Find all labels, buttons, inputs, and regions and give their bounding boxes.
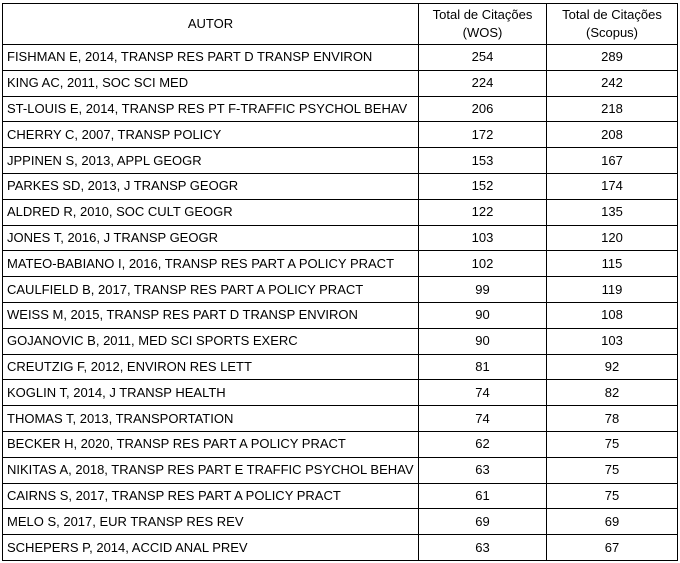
cell-wos-citations: 172: [419, 122, 547, 148]
header-scopus: [547, 4, 678, 45]
table-row: [3, 302, 678, 328]
cell-scopus-citations: 115: [547, 251, 678, 277]
cell-author: GOJANOVIC B, 2011, MED SCI SPORTS EXERC: [3, 328, 419, 354]
table-row: [3, 509, 678, 535]
cell-author: KING AC, 2011, SOC SCI MED: [3, 70, 419, 96]
cell-wos-citations: 62: [419, 431, 547, 457]
table-row: [3, 431, 678, 457]
cell-author: CAIRNS S, 2017, TRANSP RES PART A POLICY PRACT: [3, 483, 419, 509]
cell-author: BECKER H, 2020, TRANSP RES PART A POLICY PRACT: [3, 431, 419, 457]
cell-author: ALDRED R, 2010, SOC CULT GEOGR: [3, 199, 419, 225]
cell-scopus-citations: 67: [547, 535, 678, 561]
cell-scopus-citations: 242: [547, 70, 678, 96]
header-row: [3, 4, 678, 45]
cell-author: PARKES SD, 2013, J TRANSP GEOGR: [3, 173, 419, 199]
header-scopus-line1: Total de Citações: [562, 7, 662, 22]
table-row: [3, 199, 678, 225]
cell-author: CREUTZIG F, 2012, ENVIRON RES LETT: [3, 354, 419, 380]
cell-author: MATEO-BABIANO I, 2016, TRANSP RES PART A POLICY PRACT: [3, 251, 419, 277]
table-header: [3, 4, 678, 45]
cell-author: NIKITAS A, 2018, TRANSP RES PART E TRAFFIC PSYCHOL BEHAV: [3, 457, 419, 483]
cell-author: CHERRY C, 2007, TRANSP POLICY: [3, 122, 419, 148]
cell-scopus-citations: 75: [547, 431, 678, 457]
table-row: [3, 406, 678, 432]
cell-wos-citations: 61: [419, 483, 547, 509]
table-row: [3, 457, 678, 483]
table-row: [3, 122, 678, 148]
cell-author: JPPINEN S, 2013, APPL GEOGR: [3, 148, 419, 174]
cell-scopus-citations: 119: [547, 277, 678, 303]
table-row: [3, 96, 678, 122]
table-row: [3, 328, 678, 354]
cell-scopus-citations: 69: [547, 509, 678, 535]
cell-scopus-citations: 103: [547, 328, 678, 354]
cell-scopus-citations: 174: [547, 173, 678, 199]
header-wos-line2: (WOS): [462, 25, 503, 40]
cell-wos-citations: 69: [419, 509, 547, 535]
cell-scopus-citations: 208: [547, 122, 678, 148]
cell-scopus-citations: 108: [547, 302, 678, 328]
header-wos-line1: Total de Citações: [432, 7, 533, 22]
cell-author: FISHMAN E, 2014, TRANSP RES PART D TRANSP ENVIRON: [3, 45, 419, 71]
cell-wos-citations: 224: [419, 70, 547, 96]
cell-scopus-citations: 75: [547, 457, 678, 483]
cell-author: KOGLIN T, 2014, J TRANSP HEALTH: [3, 380, 419, 406]
cell-scopus-citations: 82: [547, 380, 678, 406]
cell-author: ST-LOUIS E, 2014, TRANSP RES PT F-TRAFFIC PSYCHOL BEHAV: [3, 96, 419, 122]
table-row: [3, 380, 678, 406]
cell-scopus-citations: 135: [547, 199, 678, 225]
cell-author: CAULFIELD B, 2017, TRANSP RES PART A POLICY PRACT: [3, 277, 419, 303]
cell-wos-citations: 63: [419, 457, 547, 483]
cell-wos-citations: 74: [419, 406, 547, 432]
cell-author: WEISS M, 2015, TRANSP RES PART D TRANSP ENVIRON: [3, 302, 419, 328]
table-row: [3, 277, 678, 303]
cell-scopus-citations: 167: [547, 148, 678, 174]
cell-author: MELO S, 2017, EUR TRANSP RES REV: [3, 509, 419, 535]
table-row: [3, 173, 678, 199]
cell-scopus-citations: 289: [547, 45, 678, 71]
table-row: [3, 251, 678, 277]
cell-wos-citations: 206: [419, 96, 547, 122]
table-row: [3, 535, 678, 561]
cell-scopus-citations: 75: [547, 483, 678, 509]
table-row: [3, 483, 678, 509]
cell-author: THOMAS T, 2013, TRANSPORTATION: [3, 406, 419, 432]
cell-wos-citations: 102: [419, 251, 547, 277]
cell-wos-citations: 90: [419, 302, 547, 328]
table-body: [3, 45, 678, 561]
cell-wos-citations: 122: [419, 199, 547, 225]
cell-wos-citations: 81: [419, 354, 547, 380]
table-row: [3, 225, 678, 251]
cell-wos-citations: 63: [419, 535, 547, 561]
citations-table: [2, 3, 678, 561]
table-row: [3, 45, 678, 71]
cell-wos-citations: 99: [419, 277, 547, 303]
cell-scopus-citations: 218: [547, 96, 678, 122]
cell-wos-citations: 74: [419, 380, 547, 406]
cell-wos-citations: 254: [419, 45, 547, 71]
header-scopus-line2: (Scopus): [585, 25, 639, 40]
header-wos: [419, 4, 547, 45]
cell-wos-citations: 152: [419, 173, 547, 199]
cell-wos-citations: 103: [419, 225, 547, 251]
cell-author: JONES T, 2016, J TRANSP GEOGR: [3, 225, 419, 251]
cell-scopus-citations: 120: [547, 225, 678, 251]
cell-scopus-citations: 78: [547, 406, 678, 432]
table-row: [3, 148, 678, 174]
table-row: [3, 354, 678, 380]
cell-wos-citations: 90: [419, 328, 547, 354]
cell-wos-citations: 153: [419, 148, 547, 174]
header-author: AUTOR: [3, 4, 419, 45]
table-row: [3, 70, 678, 96]
cell-author: SCHEPERS P, 2014, ACCID ANAL PREV: [3, 535, 419, 561]
cell-scopus-citations: 92: [547, 354, 678, 380]
